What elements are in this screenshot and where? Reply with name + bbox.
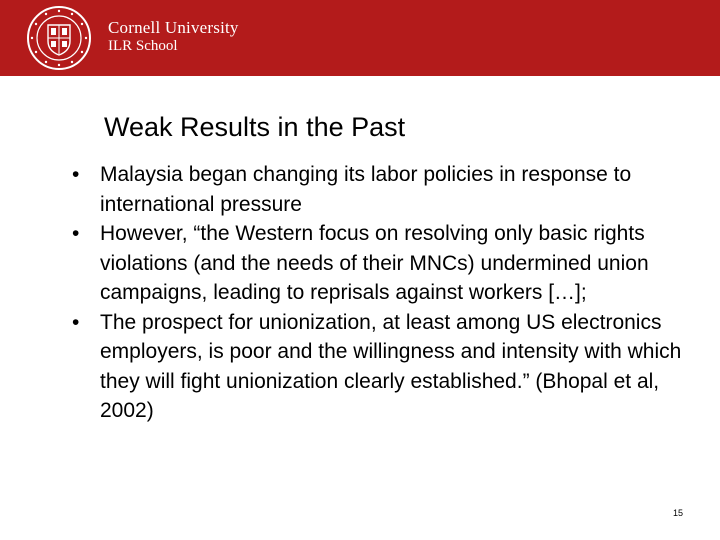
bullet-text: Malaysia began changing its labor policies in response to international pressure: [100, 163, 632, 216]
slide-title: Weak Results in the Past: [104, 112, 406, 142]
brand-name: [108, 18, 239, 55]
cornell-seal-logo: [26, 5, 92, 71]
bullet-item: [70, 160, 690, 219]
brand-school: ILR School: [108, 38, 178, 54]
bullet-item: [70, 219, 690, 308]
bullet-item: [70, 308, 690, 426]
bullet-glyph: •: [72, 222, 80, 245]
page-number: 15: [672, 508, 683, 518]
bullet-list: [70, 160, 690, 426]
bullet-glyph: •: [72, 163, 80, 186]
brand-university: Cornell University: [108, 18, 239, 37]
header-bar: [0, 0, 720, 76]
bullet-glyph: •: [72, 310, 80, 334]
bullet-text: However, “the Western focus on resolving only basic rights violations (and the needs of their MNCs) undermined union campaigns, leading to reprisals against workers […];: [100, 222, 649, 304]
bullet-text: The prospect for unionization, at least among US electronics employers, is poor and the willingness and intensity with which they will fight unionization clearly established.” (Bhopal et al, 2002): [100, 310, 682, 422]
